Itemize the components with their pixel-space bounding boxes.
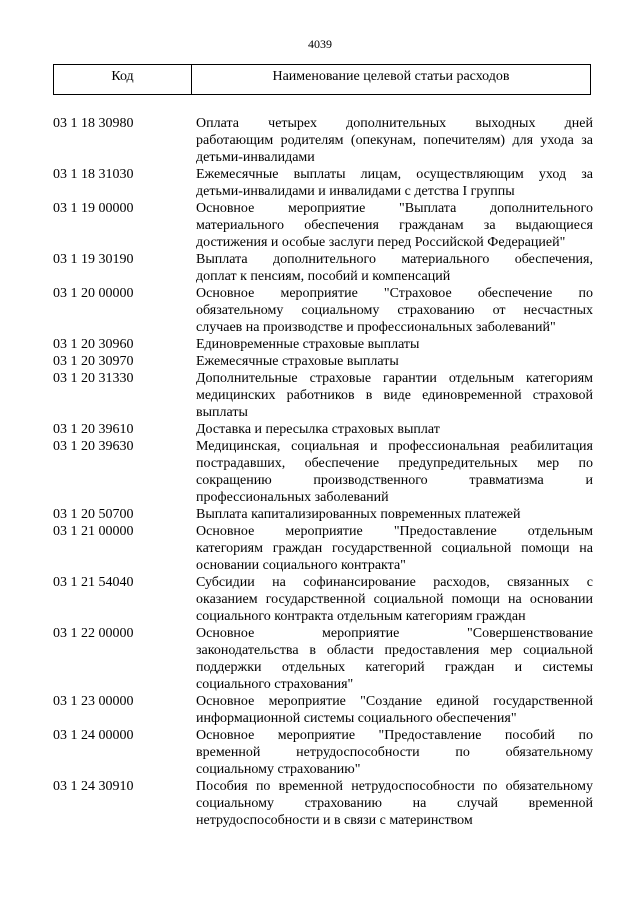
row-code: 03 1 23 00000 — [53, 694, 134, 709]
column-header-code: Код — [54, 65, 192, 94]
row-name-line: Субсидии на софинансирование расходов, связанных с — [196, 575, 593, 590]
row-name-line: детьми-инвалидами и инвалидами с детства I группы — [196, 184, 515, 199]
row-name-line: профессиональных заболеваний — [196, 490, 389, 505]
row-name — [196, 727, 593, 778]
row-name-line: Основное мероприятие "Предоставление отдельным — [196, 524, 593, 539]
row-name — [196, 421, 593, 438]
row-code: 03 1 22 00000 — [53, 626, 134, 641]
row-name — [196, 438, 593, 506]
row-code: 03 1 19 30190 — [53, 252, 134, 267]
row-name — [196, 251, 593, 285]
column-header-name: Наименование целевой статьи расходов — [272, 69, 510, 84]
page-number: 4039 — [308, 37, 332, 51]
row-name-line: Выплата дополнительного материального обеспечения, — [196, 252, 593, 267]
row-name-line: социального страхования" — [196, 677, 354, 692]
row-name-line: Ежемесячные страховые выплаты — [196, 354, 399, 369]
table-row — [53, 727, 593, 778]
table-header — [53, 64, 591, 95]
table-row — [53, 115, 593, 166]
row-name-line: категориям граждан государственной социальной помощи на — [196, 541, 593, 556]
row-code: 03 1 21 54040 — [53, 575, 134, 590]
row-name-line: информационной системы социального обеспечения" — [196, 711, 517, 726]
row-name-line: нетрудоспособности и в связи с материнством — [196, 813, 473, 828]
table-row — [53, 200, 593, 251]
table-row — [53, 778, 593, 829]
row-name-line: Основное мероприятие "Предоставление пособий по — [196, 728, 593, 743]
table-row — [53, 693, 593, 727]
row-name-line: медицинских работников в виде единовременной страховой — [196, 388, 593, 403]
row-name — [196, 506, 593, 523]
row-name-line: социальному страхованию" — [196, 762, 361, 777]
table-row — [53, 506, 593, 523]
table-row — [53, 370, 593, 421]
row-name-line: Ежемесячные выплаты лицам, осуществляющим уход за — [196, 167, 593, 182]
table-row — [53, 421, 593, 438]
row-code: 03 1 20 39630 — [53, 439, 134, 454]
row-code: 03 1 20 39610 — [53, 422, 134, 437]
row-name-line: детьми-инвалидами — [196, 150, 315, 165]
row-name-line: Пособия по временной нетрудоспособности по обязательному — [196, 779, 593, 794]
row-name-line: поддержки отдельных категорий граждан и системы — [196, 660, 593, 675]
table-row — [53, 353, 593, 370]
table-row — [53, 438, 593, 506]
row-name-line: доплат к пенсиям, пособий и компенсаций — [196, 269, 451, 284]
row-name — [196, 693, 593, 727]
row-name-line: социального контракта отдельным категориям граждан — [196, 609, 526, 624]
row-name — [196, 285, 593, 336]
row-code: 03 1 24 30910 — [53, 779, 134, 794]
row-code: 03 1 19 00000 — [53, 201, 134, 216]
row-name — [196, 115, 593, 166]
row-name-line: социальному страхованию на случай временной — [196, 796, 593, 811]
row-name — [196, 574, 593, 625]
row-code: 03 1 20 00000 — [53, 286, 134, 301]
row-name — [196, 166, 593, 200]
row-name — [196, 353, 593, 370]
row-code: 03 1 20 30960 — [53, 337, 134, 352]
table-row — [53, 336, 593, 353]
row-code: 03 1 20 30970 — [53, 354, 134, 369]
row-name-line: временной нетрудоспособности по обязательному — [196, 745, 593, 760]
row-name — [196, 625, 593, 693]
row-name-line: достижения и особые заслуги перед Российской Федерацией" — [196, 235, 566, 250]
row-name-line: материального обеспечения гражданам за выдающиеся — [196, 218, 593, 233]
row-code: 03 1 24 00000 — [53, 728, 134, 743]
row-code: 03 1 21 00000 — [53, 524, 134, 539]
table-row — [53, 523, 593, 574]
row-name-line: случаев на производстве и профессиональных заболеваний" — [196, 320, 556, 335]
row-name-line: сокращению производственного травматизма и — [196, 473, 593, 488]
row-name-line: Основное мероприятие "Страховое обеспечение по — [196, 286, 593, 301]
row-name-line: Доставка и пересылка страховых выплат — [196, 422, 440, 437]
row-name-line: пострадавших, обеспечение предупредительных мер по — [196, 456, 593, 471]
row-name-line: Выплата капитализированных повременных платежей — [196, 507, 521, 522]
row-name — [196, 523, 593, 574]
table-row — [53, 625, 593, 693]
row-name — [196, 200, 593, 251]
row-name-line: Единовременные страховые выплаты — [196, 337, 420, 352]
table-row — [53, 574, 593, 625]
table-row — [53, 166, 593, 200]
row-code: 03 1 20 31330 — [53, 371, 134, 386]
row-name-line: оказанием государственной социальной помощи на основании — [196, 592, 593, 607]
table-row — [53, 285, 593, 336]
row-name — [196, 370, 593, 421]
table-body — [53, 115, 593, 829]
table-row — [53, 251, 593, 285]
row-name-line: Медицинская, социальная и профессиональная реабилитация — [196, 439, 593, 454]
row-name-line: Основное мероприятие "Выплата дополнительного — [196, 201, 593, 216]
row-name — [196, 336, 593, 353]
row-name-line: Оплата четырех дополнительных выходных дней — [196, 116, 593, 131]
row-name-line: выплаты — [196, 405, 248, 420]
row-name-line: основании социального контракта" — [196, 558, 406, 573]
row-code: 03 1 20 50700 — [53, 507, 134, 522]
row-name-line: Основное мероприятие "Создание единой государственной — [196, 694, 593, 709]
row-code: 03 1 18 31030 — [53, 167, 134, 182]
row-name-line: обязательному социальному страхованию от несчастных — [196, 303, 593, 318]
row-name-line: Дополнительные страховые гарантии отдельным категориям — [196, 371, 593, 386]
row-name — [196, 778, 593, 829]
row-name-line: Основное мероприятие "Совершенствование — [196, 626, 593, 641]
row-name-line: законодательства в области предоставления мер социальной — [196, 643, 593, 658]
row-code: 03 1 18 30980 — [53, 116, 134, 131]
row-name-line: работающим родителям (опекунам, попечителям) для ухода за — [196, 133, 593, 148]
